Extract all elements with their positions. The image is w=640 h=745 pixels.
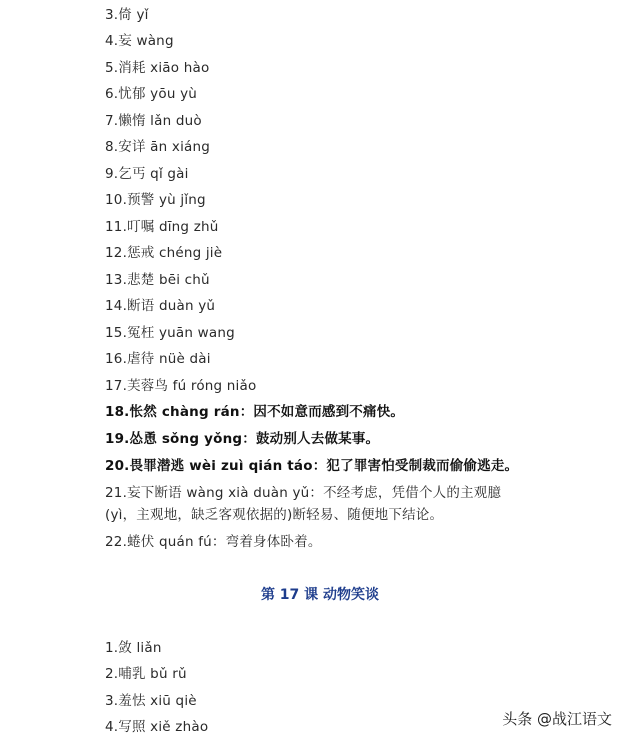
list-item: 7.懒惰 lǎn duò — [105, 113, 202, 129]
list-item: 13.悲楚 bēi chǔ — [105, 272, 210, 288]
list-item: 12.惩戒 chéng jiè — [105, 245, 223, 261]
list-item: 14.断语 duàn yǔ — [105, 298, 216, 314]
list-item: 5.消耗 xiāo hào — [105, 60, 210, 76]
watermark: 头条 @战江语文 — [502, 710, 612, 728]
definition-item: 22.蜷伏 quán fú：弯着身体卧着。 — [105, 534, 322, 550]
list-item: 1.敛 liǎn — [105, 640, 162, 656]
list-item: 15.冤枉 yuān wang — [105, 325, 235, 341]
list-item: 4.写照 xiě zhào — [105, 719, 209, 735]
definition-item: 21.妄下断语 wàng xià duàn yǔ：不经考虑，凭借个人的主观臆(yì，主观地，缺乏客观依据的)断轻易、随便地下结论。 — [105, 485, 502, 523]
list-item: 3.倚 yǐ — [105, 7, 149, 23]
list-item: 9.乞丐 qǐ gài — [105, 166, 189, 182]
definition-item: 19.怂恿 sǒng yǒng：鼓动别人去做某事。 — [105, 431, 380, 447]
list-item: 10.预警 yù jǐng — [105, 192, 206, 208]
definition-item: 18.怅然 chàng rán：因不如意而感到不痛快。 — [105, 404, 405, 420]
list-item: 16.虐待 nüè dài — [105, 351, 211, 367]
list-item: 6.忧郁 yōu yù — [105, 86, 198, 102]
list-item: 2.哺乳 bǔ rǔ — [105, 666, 187, 682]
definition-item: 20.畏罪潜逃 wèi zuì qián táo：犯了罪害怕受制裁而偷偷逃走。 — [105, 458, 519, 474]
list-item: 8.安详 ān xiáng — [105, 139, 211, 155]
lesson-heading: 第 17 课 动物笑谈 — [260, 587, 380, 603]
list-item: 4.妄 wàng — [105, 33, 174, 49]
list-item: 17.芙蓉鸟 fú róng niǎo — [105, 378, 257, 394]
list-item: 3.羞怯 xiū qiè — [105, 693, 197, 709]
list-item: 11.叮嘱 dīng zhǔ — [105, 219, 219, 235]
